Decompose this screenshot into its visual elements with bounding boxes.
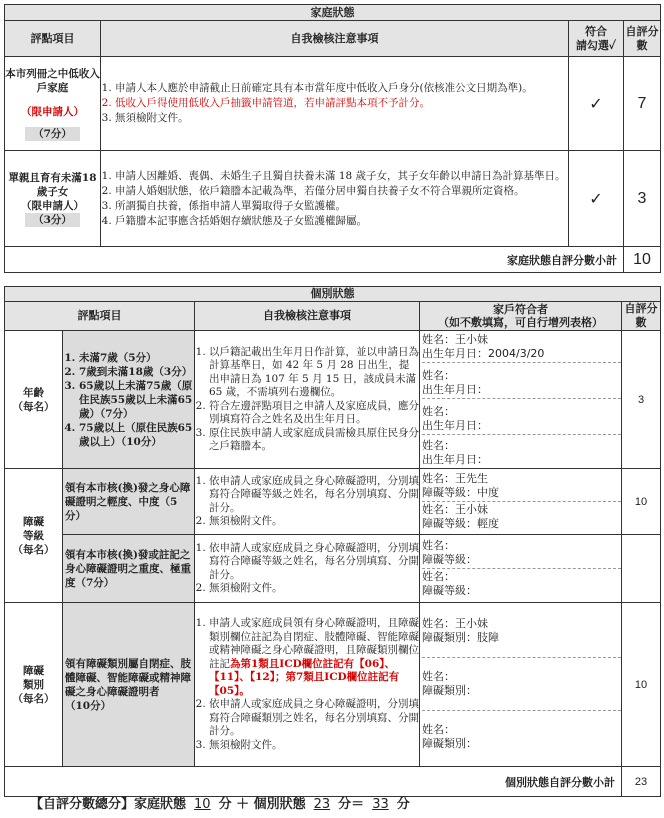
disability-level-item-mild: 領有本市核(換)發之身心障礙證明之輕度、中度（5分）	[63, 469, 195, 535]
dob-label: 出生年月日：	[422, 452, 488, 466]
level-label: 障礙等級：	[422, 584, 477, 597]
disability-level-score-mild[interactable]: 10	[622, 469, 661, 535]
member-entry[interactable]	[422, 538, 621, 569]
name-value[interactable]: 王小妹	[455, 332, 488, 346]
note-item: 1. 申請人因離婚、喪偶、未婚生子且獨自扶養未滿 18 歲子女，其子女年齡以申請日為計算基準日。	[115, 169, 568, 184]
disability-level-item-severe: 領有本市核(換)發或註記之身心障礙證明之重度、極重度（7分）	[63, 535, 195, 603]
ind-header-members: 家戶符合者 （如不敷填寫，可自行增列表格）	[420, 302, 622, 331]
name-label: 姓名：	[422, 332, 455, 346]
dob-label: 出生年月日：	[422, 346, 488, 360]
note-item: 2. 無須檢附文件。	[209, 582, 419, 596]
total-family-value[interactable]: 10	[194, 797, 211, 812]
name-value[interactable]: 王小妹	[455, 616, 488, 630]
item-single-parent	[5, 151, 101, 247]
individual-subtotal-label: 個別狀態自評分數小計	[5, 767, 622, 797]
note-item: 2. 依申請人或家庭成員之身心障礙證明，分別填寫符合障礙類別之姓名，每名分別填寫、分開計分。	[209, 698, 419, 739]
item-low-income-limit: （限申請人）	[21, 105, 84, 118]
item-single-parent-points: （3分）	[25, 213, 80, 227]
note-item: 2. 無須檢附文件。	[209, 515, 419, 529]
disability-type-label: 障礙 類別 （每名）	[5, 603, 63, 767]
age-option: 4. 75歲以上（原住民族65歲以上）（10分）	[79, 421, 194, 449]
dob-label: 出生年月日：	[422, 382, 488, 396]
ind-header-item: 評點項目	[5, 302, 195, 331]
dob-label: 出生年月日：	[422, 418, 488, 432]
note-item: 3. 原住民族申請人或家庭成員需檢具原住民身分之戶籍謄本。	[209, 427, 419, 454]
name-label: 姓名：	[422, 472, 455, 485]
disability-type-item-text: 領有障礙類別屬自閉症、肢體障礙、智能障礙或精神障礙之身心障礙證明者	[65, 657, 191, 698]
item-low-income	[5, 57, 101, 151]
individual-table-title: 個別狀態	[5, 287, 661, 302]
note-item: 2. 符合左邊評點項目之申請人及家庭成員，應分別填寫符合之姓名及出生年月日。	[209, 400, 419, 427]
name-label: 姓名：	[422, 539, 455, 552]
total-unit-2: 分＝	[338, 797, 365, 812]
age-option: 1. 未滿7歲（5分）	[79, 351, 194, 365]
header-item: 評點項目	[5, 21, 101, 57]
total-score-line	[30, 793, 410, 812]
note-item: 3. 無須檢附文件。	[209, 739, 419, 753]
disability-level-notes-mild	[195, 469, 420, 535]
item-single-parent-name: 單親且育有未滿18歲子女	[8, 171, 97, 198]
note-item: 1. 申請人本人應於申請截止日前確定具有本市當年度中低收入戶身分(依核准公文日期為準)。	[115, 81, 568, 96]
note-item: 1. 以戶籍記載出生年月日作計算，並以申請日為計算基準日，如 42 年 5 月 28 日出生，提出申請日為 107 年 5 月 15 日，該成員未滿 65 歲，不需填列右邊欄位。	[209, 346, 419, 400]
family-status-table	[4, 4, 661, 273]
age-option: 2. 7歲到未滿18歲（3分）	[79, 365, 194, 379]
family-subtotal-label: 家庭狀態自評分數小計	[5, 247, 624, 273]
type-label: 障礙類別：	[422, 736, 477, 750]
disability-level-score-severe[interactable]	[622, 535, 661, 603]
individual-status-table	[4, 286, 661, 797]
total-unit-3: 分	[396, 797, 410, 812]
name-label: 姓名：	[422, 669, 455, 683]
age-score[interactable]: 3	[622, 331, 661, 469]
disability-level-label: 障礙 等級 （每名）	[5, 469, 63, 603]
name-value[interactable]: 王先生	[455, 472, 488, 485]
member-entry[interactable]	[422, 399, 621, 435]
age-members	[420, 331, 622, 469]
member-entry[interactable]	[422, 332, 621, 363]
name-label: 姓名：	[422, 404, 455, 418]
note-item: 3. 所謂獨自扶養，係指申請人單獨取得子女監護權。	[115, 199, 568, 214]
type-label: 障礙類別：	[422, 630, 477, 644]
member-entry[interactable]	[422, 435, 621, 468]
name-label: 姓名：	[422, 722, 455, 736]
member-entry[interactable]	[422, 711, 621, 757]
level-label: 障礙等級：	[422, 486, 477, 499]
member-entry[interactable]	[422, 471, 621, 502]
individual-subtotal-value[interactable]: 23	[622, 767, 661, 797]
ind-header-score: 自評分數	[622, 302, 661, 331]
age-option: 3. 65歲以上未滿75歲（原住民族55歲以上未滿65歲）（7分）	[79, 379, 194, 421]
name-label: 姓名：	[422, 438, 455, 452]
note-item: 1. 依申請人或家庭成員之身心障礙證明，分別填寫符合障礙等級之姓名，每名分別填寫、分開計分。	[209, 542, 419, 583]
header-notes: 自我檢核注意事項	[101, 21, 569, 57]
score-low-income[interactable]: 7	[624, 57, 661, 151]
age-notes	[195, 331, 420, 469]
total-prefix: 【自評分數總分】家庭狀態	[30, 797, 187, 812]
note-item: 1. 依申請人或家庭成員之身心障礙證明，分別填寫符合障礙等級之姓名，每名分別填寫、分開計分。	[209, 475, 419, 516]
score-single-parent[interactable]: 3	[624, 151, 661, 247]
match-check-single-parent[interactable]: ✓	[569, 151, 624, 247]
disability-level-notes-severe	[195, 535, 420, 603]
item-single-parent-limit: （限申請人）	[21, 199, 84, 212]
type-label: 障礙類別：	[422, 683, 477, 697]
level-label: 障礙等級：	[422, 517, 477, 530]
notes-low-income	[101, 57, 569, 151]
total-grand-value[interactable]: 33	[372, 797, 389, 812]
name-label: 姓名：	[422, 503, 455, 516]
level-value[interactable]: 輕度	[477, 517, 499, 530]
age-label: 年齡 （每名）	[5, 331, 63, 469]
ind-header-notes: 自我檢核注意事項	[195, 302, 420, 331]
note-item: 3. 無須檢附文件。	[115, 111, 568, 126]
name-label: 姓名：	[422, 368, 455, 382]
note-item: 2. 申請人婚姻狀態，依戶籍謄本記載為準，若僅分居申獨自扶養子女不符合單親所定資格。	[115, 184, 568, 199]
header-match: 符合 請勾選✓	[569, 21, 624, 57]
note-item: 4. 戶籍謄本記事應含括婚姻存續狀態及子女監護權歸屬。	[115, 214, 568, 229]
header-score: 自評分數	[624, 21, 661, 57]
family-table-title: 家庭狀態	[5, 5, 661, 21]
disability-type-notes	[195, 603, 420, 767]
type-value[interactable]: 肢障	[477, 630, 499, 644]
total-unit-1: 分 ＋ 個別狀態	[218, 797, 306, 812]
dob-value[interactable]: 2004/3/20	[488, 346, 545, 360]
disability-type-members	[420, 603, 622, 767]
disability-level-members-mild	[420, 469, 622, 535]
level-value[interactable]: 中度	[477, 486, 499, 499]
disability-type-score[interactable]: 10	[622, 603, 661, 767]
member-entry[interactable]	[422, 363, 621, 399]
disability-level-members-severe	[420, 535, 622, 603]
match-check-low-income[interactable]: ✓	[569, 57, 624, 151]
note-text-red: 為第1類且ICD欄位註記有【06】、【11】、【12】；第7類且ICD欄位註記有【05】。	[209, 657, 400, 697]
item-low-income-name: 本市列冊之中低收入戶家庭	[5, 67, 100, 94]
member-entry[interactable]	[422, 502, 621, 532]
note-text: 申請人或家庭成員領有身心障礙證明，且障礙類別欄位註記為自閉症、肢體障礙、智能障礙或精神障礙之身心障礙證明，且障礙類別欄位註記	[209, 617, 419, 670]
level-label: 障礙等級：	[422, 553, 477, 566]
disability-type-item	[63, 603, 195, 767]
member-entry[interactable]	[422, 569, 621, 599]
note-item-red: 2. 低收入戶得使用低收入戶抽籤申請管道，若申請評點本項不予計分。	[115, 96, 568, 111]
age-options	[63, 331, 195, 469]
member-entry[interactable]	[422, 613, 621, 658]
note-item	[209, 617, 419, 698]
item-low-income-points: （7分）	[25, 127, 80, 141]
name-value[interactable]: 王小妹	[455, 503, 488, 516]
notes-single-parent	[101, 151, 569, 247]
family-subtotal-value[interactable]: 10	[624, 247, 661, 273]
member-entry[interactable]	[422, 658, 621, 711]
total-individual-value[interactable]: 23	[313, 797, 331, 812]
name-label: 姓名：	[422, 570, 455, 583]
disability-type-points: （10分）	[65, 699, 112, 712]
name-label: 姓名：	[422, 616, 455, 630]
